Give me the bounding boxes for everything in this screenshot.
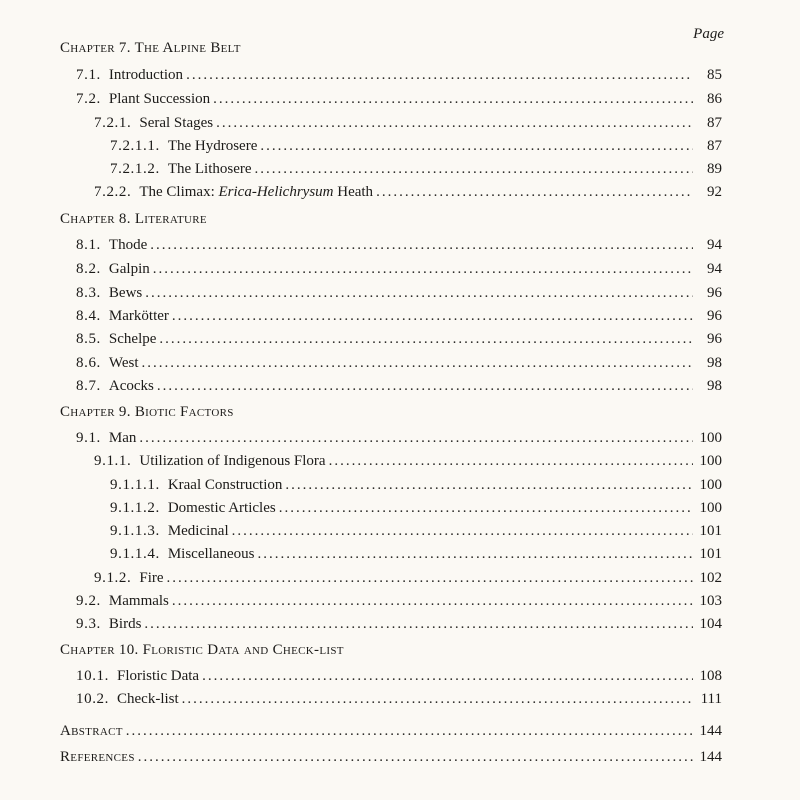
toc-entry-7-2-1[interactable] [94, 112, 722, 134]
dot-leader [202, 665, 693, 687]
entry-number: 7.2.1. [94, 115, 132, 131]
toc-entry-10-2[interactable] [76, 688, 722, 710]
entry-title: West [108, 355, 139, 371]
dot-leader [159, 328, 693, 350]
dot-leader [145, 282, 693, 304]
toc-entry-7-2-1-1[interactable] [110, 135, 722, 157]
entry-page: 108 [699, 668, 722, 684]
toc-entry-8-3[interactable] [76, 282, 722, 304]
entry-number: 8.5. [76, 331, 101, 347]
entry-page: 94 [707, 237, 722, 253]
entry-page: 89 [707, 161, 722, 177]
entry-title: Seral Stages [139, 115, 214, 131]
toc-entry-8-5[interactable] [76, 328, 722, 350]
entry-number: 9.1.1.4. [110, 546, 160, 562]
entry-title: Markötter [108, 308, 169, 324]
entry-number: 9.1.1.2. [110, 500, 160, 516]
dot-leader [172, 590, 693, 612]
entry-page: 111 [700, 691, 722, 707]
entry-title: Miscellaneous [167, 546, 255, 562]
entry-title: Schelpe [108, 331, 157, 347]
entry-number: 7.2.2. [94, 184, 132, 200]
chapter-8-heading: Chapter 8. Literature [60, 211, 207, 227]
toc-entry-8-7[interactable] [76, 375, 722, 397]
dot-leader [144, 613, 693, 635]
entry-title-prefix: The Climax: [139, 184, 219, 200]
dot-leader [186, 64, 693, 86]
entry-page: 100 [699, 500, 722, 516]
entry-number: 8.4. [76, 308, 101, 324]
entry-number: 7.2.1.1. [110, 138, 160, 154]
dot-leader [213, 88, 693, 110]
entry-number: 9.1. [76, 430, 101, 446]
entry-title: Man [108, 430, 137, 446]
toc-entry-9-1-1[interactable] [94, 450, 722, 472]
entry-page: 94 [707, 261, 722, 277]
dot-leader [376, 181, 693, 203]
chapter-7-heading: Chapter 7. The Alpine Belt [60, 40, 241, 56]
entry-number: 9.1.1.1. [110, 477, 160, 493]
entry-page: 98 [707, 378, 722, 394]
entry-title: Fire [139, 570, 164, 586]
toc-entry-9-1-1-3[interactable] [110, 520, 722, 542]
entry-page: 85 [707, 67, 722, 83]
entry-page: 98 [707, 355, 722, 371]
entry-page: 101 [699, 523, 722, 539]
entry-title: Floristic Data [117, 668, 200, 684]
toc-entry-9-1-1-2[interactable] [110, 497, 722, 519]
entry-page: 101 [699, 546, 722, 562]
page-column-label: Page [693, 26, 724, 42]
toc-entry-7-2[interactable] [76, 88, 722, 110]
entry-page: 87 [707, 138, 722, 154]
toc-entry-references[interactable] [60, 746, 722, 768]
entry-title: Plant Succession [108, 91, 211, 107]
entry-number: 8.6. [76, 355, 101, 371]
entry-page: 87 [707, 115, 722, 131]
entry-number: 8.7. [76, 378, 101, 394]
entry-title: Introduction [108, 67, 184, 83]
entry-page: 144 [699, 723, 722, 739]
dot-leader [232, 520, 693, 542]
toc-entry-7-2-2[interactable] [94, 181, 722, 203]
entry-page: 92 [707, 184, 722, 200]
entry-title: Birds [108, 616, 142, 632]
entry-number: 9.2. [76, 593, 101, 609]
entry-page: 96 [707, 331, 722, 347]
entry-title [139, 181, 373, 203]
dot-leader [126, 720, 693, 742]
dot-leader [255, 158, 693, 180]
entry-title-suffix: Heath [333, 184, 374, 200]
dot-leader [172, 305, 693, 327]
entry-number: 8.2. [76, 261, 101, 277]
toc-entry-9-1-1-1[interactable] [110, 474, 722, 496]
dot-leader [150, 234, 693, 256]
dot-leader [285, 474, 693, 496]
dot-leader [153, 258, 693, 280]
toc-entry-9-1-2[interactable] [94, 567, 722, 589]
toc-entry-8-1[interactable] [76, 234, 722, 256]
entry-number: 7.2.1.2. [110, 161, 160, 177]
dot-leader [142, 352, 693, 374]
entry-title: Thode [108, 237, 148, 253]
dot-leader [138, 746, 693, 768]
entry-number: 7.1. [76, 67, 101, 83]
toc-entry-10-1[interactable] [76, 665, 722, 687]
entry-title: Utilization of Indigenous Flora [139, 453, 326, 469]
entry-page: 100 [699, 453, 722, 469]
entry-page: 100 [699, 430, 722, 446]
entry-title: The Lithosere [167, 161, 252, 177]
toc-entry-abstract[interactable] [60, 720, 722, 742]
toc-entry-7-2-1-2[interactable] [110, 158, 722, 180]
entry-page: 96 [707, 308, 722, 324]
entry-number: 9.1.1.3. [110, 523, 160, 539]
entry-title: Mammals [108, 593, 169, 609]
entry-title: Check-list [117, 691, 179, 707]
toc-entry-8-4[interactable] [76, 305, 722, 327]
entry-title: Galpin [108, 261, 150, 277]
dot-leader [157, 375, 693, 397]
toc-entry-9-3[interactable] [76, 613, 722, 635]
entry-page: 103 [699, 593, 722, 609]
dot-leader [167, 567, 693, 589]
entry-page: 100 [699, 477, 722, 493]
toc-entry-7-1[interactable] [76, 64, 722, 86]
entry-number: 7.2. [76, 91, 101, 107]
entry-number: 9.1.1. [94, 453, 132, 469]
toc-entry-8-6[interactable] [76, 352, 722, 374]
dot-leader [329, 450, 693, 472]
toc-entry-9-2[interactable] [76, 590, 722, 612]
entry-title: References [60, 749, 135, 765]
chapter-9-heading: Chapter 9. Biotic Factors [60, 404, 234, 420]
entry-title: Acocks [108, 378, 154, 394]
entry-title: Bews [108, 285, 143, 301]
dot-leader [182, 688, 693, 710]
entry-number: 10.1. [76, 668, 109, 684]
entry-page: 96 [707, 285, 722, 301]
dot-leader [260, 135, 693, 157]
entry-title: The Hydrosere [167, 138, 258, 154]
entry-title: Medicinal [167, 523, 229, 539]
toc-entry-9-1[interactable] [76, 427, 722, 449]
entry-number: 8.1. [76, 237, 101, 253]
entry-number: 9.3. [76, 616, 101, 632]
toc-entry-9-1-1-4[interactable] [110, 543, 722, 565]
entry-number: 10.2. [76, 691, 109, 707]
dot-leader [279, 497, 693, 519]
dot-leader [139, 427, 693, 449]
entry-title: Domestic Articles [167, 500, 276, 516]
entry-title-italic: Erica-Helichrysum [218, 184, 334, 200]
dot-leader [257, 543, 693, 565]
entry-title: Abstract [60, 723, 123, 739]
entry-page: 144 [699, 749, 722, 765]
entry-number: 9.1.2. [94, 570, 132, 586]
chapter-10-heading: Chapter 10. Floristic Data and Check-list [60, 642, 344, 658]
entry-number: 8.3. [76, 285, 101, 301]
entry-title: Kraal Construction [167, 477, 283, 493]
entry-page: 104 [699, 616, 722, 632]
entry-page: 86 [707, 91, 722, 107]
entry-page: 102 [699, 570, 722, 586]
dot-leader [216, 112, 693, 134]
toc-entry-8-2[interactable] [76, 258, 722, 280]
